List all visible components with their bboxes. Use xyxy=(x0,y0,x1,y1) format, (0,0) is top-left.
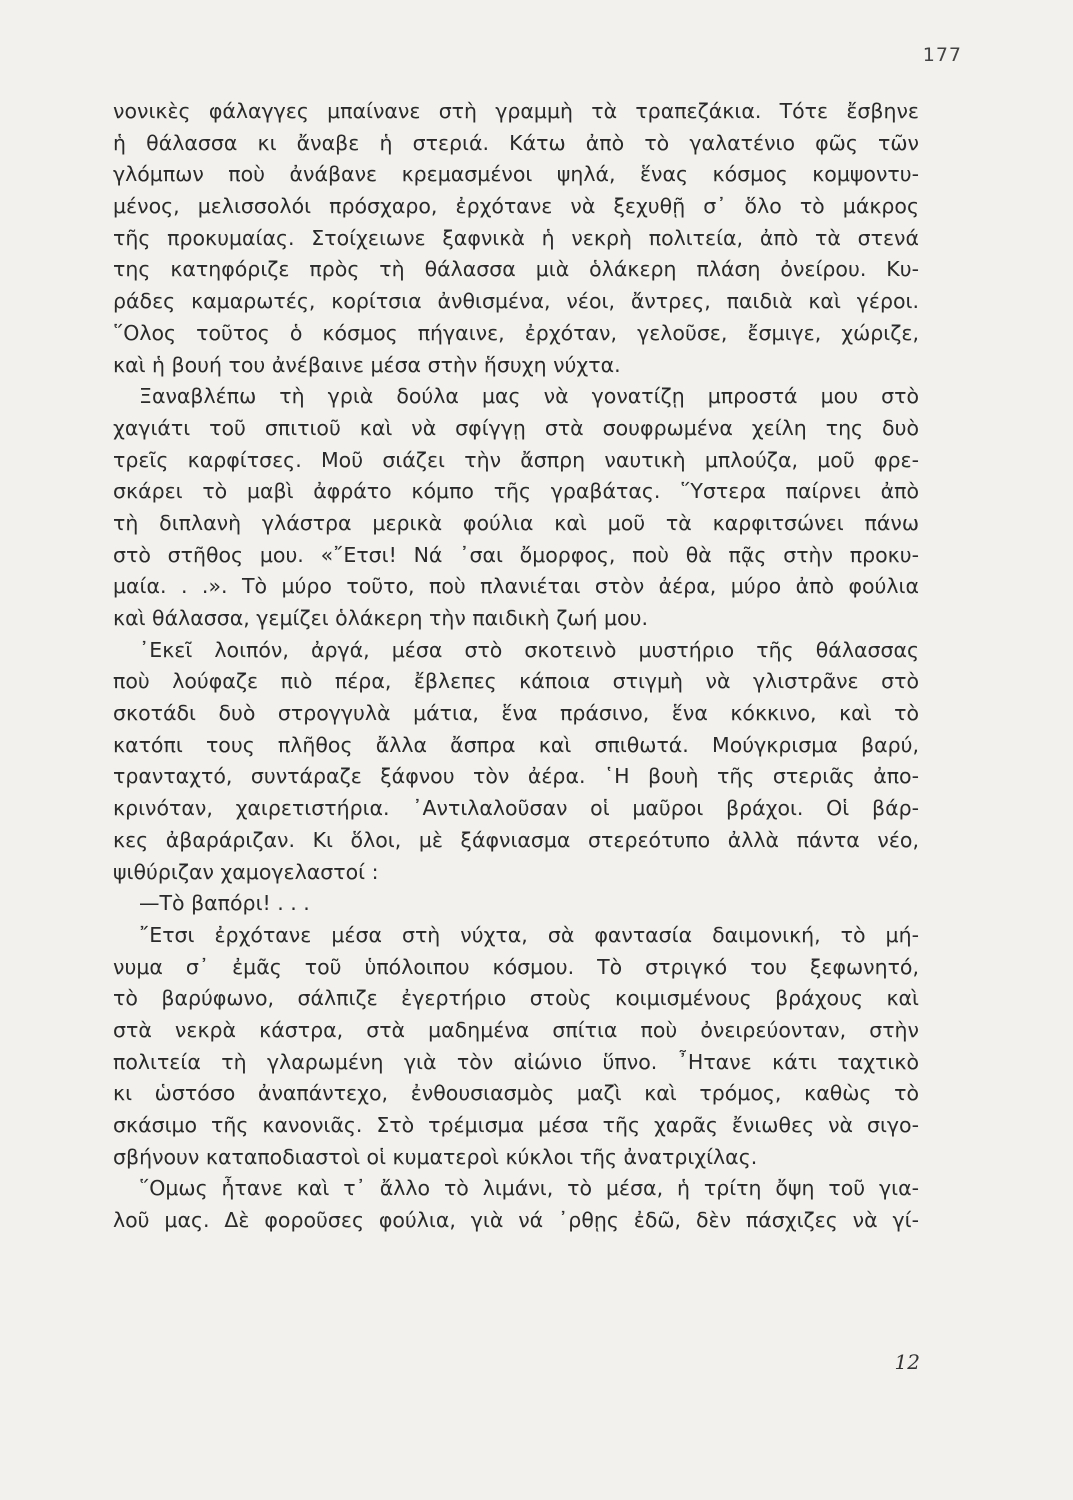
text-line: ῎Ετσι ἐρχότανε μέσα στὴ νύχτα, σὰ φαντασία δαιμονική, τὸ μή- xyxy=(139,922,919,947)
text-line: σκάσιμο τῆς κανονιᾶς. Στὸ τρέμισμα μέσα τῆς χαρᾶς ἔνιωθες νὰ σιγο- xyxy=(113,1113,919,1137)
page-number: 177 xyxy=(922,44,962,66)
text-line: χαγιάτι τοῦ σπιτιοῦ καὶ νὰ σφίγγῃ στὰ σουφρωμένα χείλη της δυὸ xyxy=(113,415,919,440)
text-line: τρανταχτό, συντάραζε ξάφνου τὸν ἀέρα. ῾Η βουὴ τῆς στεριᾶς ἀπο- xyxy=(113,764,919,789)
paragraph xyxy=(113,635,919,889)
text-line: στὸ στῆθος μου. «῎Ετσι! Νά ᾽σαι ὄμορφος, ποὺ θὰ πᾷς στὴν προκυ- xyxy=(113,542,919,567)
text-line: ῞Ολος τοῦτος ὁ κόσμος πήγαινε, ἐρχόταν, γελοῦσε, ἔσμιγε, χώριζε, xyxy=(113,320,919,345)
text-line: κατόπι τους πλῆθος ἄλλα ἄσπρα καὶ σπιθωτά. Μούγκρισμα βαρύ, xyxy=(113,732,919,757)
paragraph xyxy=(113,888,919,920)
text-line: ἡ θάλασσα κι ἄναβε ἡ στεριά. Κάτω ἀπὸ τὸ γαλατένιο φῶς τῶν xyxy=(113,130,919,155)
text-line: ῞Ομως ἦτανε καὶ τ᾽ ἄλλο τὸ λιμάνι, τὸ μέσα, ἡ τρίτη ὄψη τοῦ για- xyxy=(139,1176,919,1201)
text-line: νυμα σ᾽ ἐμᾶς τοῦ ὑπόλοιπου κόσμου. Τὸ στριγκό του ξεφωνητό, xyxy=(113,954,919,979)
text-line: καὶ θάλασσα, γεμίζει ὁλάκερη τὴν παιδικὴ ζωή μου. xyxy=(113,606,648,630)
text-line: σκοτάδι δυὸ στρογγυλὰ μάτια, ἕνα πράσινο, ἕνα κόκκινο, καὶ τὸ xyxy=(113,701,919,726)
text-line: γλόμπων ποὺ ἀνάβανε κρεμασμένοι ψηλά, ἕνας κόσμος κομψοντυ- xyxy=(113,162,919,187)
text-line: μαία. . .». Τὸ μύρο τοῦτο, ποὺ πλανιέται στὸν ἀέρα, μύρο ἀπὸ φούλια xyxy=(113,574,919,599)
text-line: ποὺ λούφαζε πιὸ πέρα, ἔβλεπες κάποια στιγμὴ νὰ γλιστρᾶνε στὸ xyxy=(113,669,919,694)
text-line: μένος, μελισσολόι πρόσχαρο, ἐρχότανε νὰ ξεχυθῇ σ᾽ ὅλο τὸ μάκρος xyxy=(113,194,919,219)
text-line: πολιτεία τὴ γλαρωμένη γιὰ τὸν αἰώνιο ὕπνο. ῏Ητανε κάτι ταχτικὸ xyxy=(113,1049,919,1074)
text-line: —Τὸ βαπόρι! . . . xyxy=(139,891,310,916)
text-line: τὴ διπλανὴ γλάστρα μερικὰ φούλια καὶ μοῦ τὰ καρφιτσώνει πάνω xyxy=(113,510,919,535)
text-line: σκάρει τὸ μαβὶ ἀφράτο κόμπο τῆς γραβάτας. ῞Υστερα παίρνει ἀπὸ xyxy=(113,479,919,504)
text-line: κρινόταν, χαιρετιστήρια. ᾽Αντιλαλοῦσαν οἱ μαῦροι βράχοι. Οἱ βάρ- xyxy=(113,796,919,821)
text-line: ᾽Εκεῖ λοιπόν, ἀργά, μέσα στὸ σκοτεινὸ μυστήριο τῆς θάλασσας xyxy=(139,637,919,662)
text-body xyxy=(113,96,919,1237)
text-line: κι ὡστόσο ἀναπάντεχο, ἐνθουσιασμὸς μαζὶ καὶ τρόμος, καθὼς τὸ xyxy=(113,1081,919,1106)
text-line: κες ἀβαράριζαν. Κι ὅλοι, μὲ ξάφνιασμα στερεότυπο ἀλλὰ πάντα νέο, xyxy=(113,827,919,852)
text-line: σβήνουν καταποδιαστοὶ οἱ κυματεροὶ κύκλοι τῆς ἀνατριχίλας. xyxy=(113,1144,758,1169)
text-line: στὰ νεκρὰ κάστρα, στὰ μαδημένα σπίτια ποὺ ὀνειρεύονταν, στὴν xyxy=(113,1017,919,1042)
paragraph xyxy=(113,920,919,1174)
text-line: τρεῖς καρφίτσες. Μοῦ σιάζει τὴν ἄσπρη ναυτικὴ μπλούζα, μοῦ φρε- xyxy=(113,447,919,472)
printer-signature-number: 12 xyxy=(894,1350,920,1374)
paragraph xyxy=(113,96,919,381)
text-line: της κατηφόριζε πρὸς τὴ θάλασσα μιὰ ὁλάκερη πλάση ὀνείρου. Κυ- xyxy=(113,257,919,282)
text-line: Ξαναβλέπω τὴ γριὰ δούλα μας νὰ γονατίζῃ μπροστά μου στὸ xyxy=(139,384,919,409)
text-line: λοῦ μας. Δὲ φοροῦσες φούλια, γιὰ νά ᾽ρθῃς ἐδῶ, δὲν πάσχιζες νὰ γί- xyxy=(113,1208,919,1233)
paragraph xyxy=(113,1173,919,1236)
text-line: καὶ ἡ βουή του ἀνέβαινε μέσα στὴν ἥσυχη νύχτα. xyxy=(113,352,621,377)
text-line: νονικὲς φάλαγγες μπαίνανε στὴ γραμμὴ τὰ τραπεζάκια. Τότε ἔσβηνε xyxy=(113,99,919,123)
text-line: τὸ βαρύφωνο, σάλπιζε ἐγερτήριο στοὺς κοιμισμένους βράχους καὶ xyxy=(113,986,919,1011)
text-line: ψιθύριζαν χαμογελαστοί : xyxy=(113,859,379,884)
paragraph xyxy=(113,381,919,635)
text-line: τῆς προκυμαίας. Στοίχειωνε ξαφνικὰ ἡ νεκρὴ πολιτεία, ἀπὸ τὰ στενά xyxy=(113,225,919,250)
text-line: ράδες καμαρωτές, κορίτσια ἀνθισμένα, νέοι, ἄντρες, παιδιὰ καὶ γέροι. xyxy=(113,289,919,314)
